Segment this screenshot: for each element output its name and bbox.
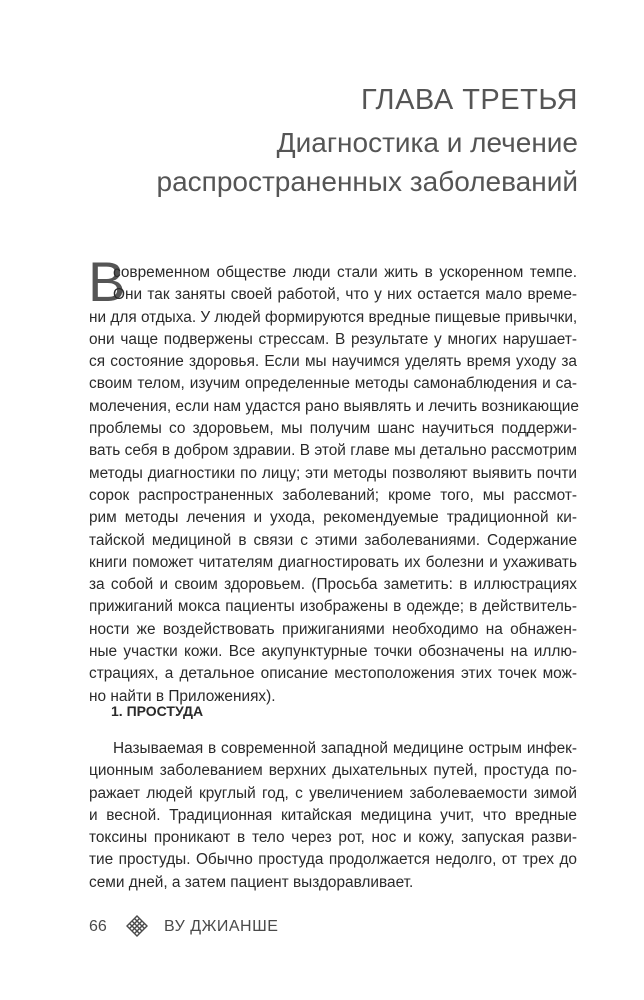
section-heading: 1. ПРОСТУДА [111, 703, 204, 719]
text-line: рим методы лечения и ухода, рекомендуемые традиционной ки- [89, 509, 577, 527]
text-line: молечения, если нам удастся рано выявлять и лечить возникающие [89, 397, 579, 415]
text-line: Называемая в современной западной медицине острым инфек- [113, 740, 577, 757]
text-line: вать себя в добром здравии. В этой главе мы детально рассмотрим [89, 442, 577, 460]
intro-paragraph [89, 262, 577, 708]
text-line: ционным заболеванием верхних дыхательных путей, простуда по- [89, 762, 577, 780]
chapter-title-line: Диагностика и лечение [276, 127, 578, 158]
text-line: ся состояние здоровья. Если мы научимся уделять время уходу за [89, 353, 577, 371]
text-line: но найти в Приложениях). [89, 687, 276, 705]
text-line: и весной. Традиционная китайская медицина учит, что вредные [89, 806, 577, 824]
text-line: ности же воздействовать прижиганиями необходимо на обнажен- [89, 620, 577, 638]
text-line: тие простуды. Обычно простуда продолжается недолго, от трех до [89, 851, 577, 869]
text-line: ные участки кожи. Все акупунктурные точки обозначены на иллю- [89, 643, 577, 661]
text-line: проблемы со здоровьем, мы получим шанс научиться поддержи- [89, 420, 577, 438]
chapter-title [157, 123, 578, 201]
text-line: книги поможет читателям диагностировать их болезни и ухаживать [89, 553, 577, 571]
text-line: тайской медициной в связи с этими заболеваниями. Содержание [89, 531, 577, 549]
text-line: ражает людей круглый год, с увеличением заболеваемости зимой [89, 784, 577, 802]
drop-cap: В [88, 250, 126, 313]
section-paragraph [89, 738, 577, 894]
text-line: ни для отдыха. У людей формируются вредные пищевые привычки, [89, 308, 578, 326]
endless-knot-icon [126, 915, 148, 937]
chapter-title-line: распространенных заболеваний [156, 166, 578, 197]
text-line: страциях, а детальное описание местоположения этих точек мож- [89, 665, 577, 683]
author-name: ВУ ДЖИАНШЕ [164, 918, 279, 935]
chapter-label: ГЛАВА ТРЕТЬЯ [360, 84, 578, 116]
text-line: токсины проникают в тело через рот, нос и кожу, запуская разви- [89, 829, 577, 847]
text-line: методы диагностики по лицу; эти методы позволяют выявить почти [89, 464, 577, 482]
text-line: Они так заняты своей работой, что у них остается мало време- [113, 286, 577, 304]
text-line: за собой и своим здоровьем. (Просьба заметить: в иллюстрациях [89, 576, 577, 594]
text-line: современном обществе люди стали жить в ускоренном темпе. [113, 264, 577, 281]
text-line: прижиганий мокса пациенты изображены в одежде; в действитель- [89, 598, 577, 616]
text-line: семи дней, а затем пациент выздоравливает. [89, 873, 414, 891]
text-line: своим телом, изучим определенные методы самонаблюдения и са- [89, 375, 577, 393]
text-line: они чаще подвержены стрессам. В результате у многих нарушает- [89, 330, 577, 348]
text-line: сорок распространенных заболеваний; кроме того, мы рассмот- [89, 486, 577, 504]
page-number: 66 [89, 918, 107, 935]
